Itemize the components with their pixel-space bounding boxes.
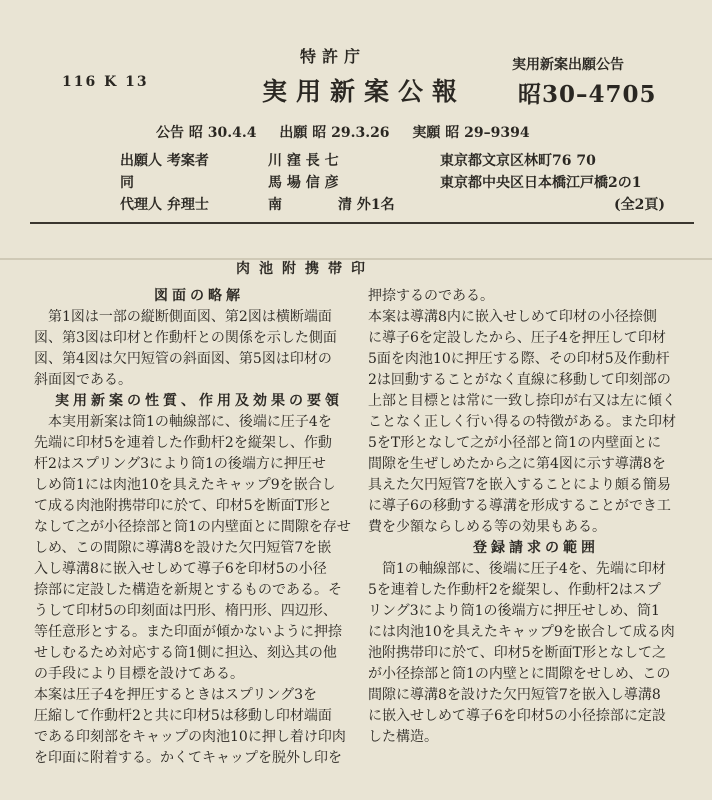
publication-number: 昭30–4705	[518, 81, 657, 108]
right-column	[368, 286, 704, 748]
page-count: (全2頁)	[614, 197, 665, 213]
text-line: しめ、この間隙に導溝8を設けた欠円短管7を嵌	[34, 540, 332, 556]
applicant-address: 東京都文京区林町76 70	[440, 153, 596, 169]
agent-role: 代理人 弁理士	[120, 197, 209, 213]
text-line: 費を少額ならしめる等の効果もある。	[368, 519, 606, 535]
co-applicant-address: 東京都中央区日本橋江戸橋2の1	[440, 175, 642, 191]
text-line: て成る肉池附携帯印に於て、印材5を断面T形と	[34, 498, 332, 514]
text-line: 2は回動することがなく直線に移動して印刻部の	[368, 372, 671, 388]
text-line: 杆2はスプリング3により筒1の後端方に押圧せ	[34, 456, 326, 472]
text-line: 5を連着した作動杆2を縦架し、作動杆2はスプ	[368, 582, 661, 598]
text-line: 本案は導溝8内に嵌入せしめて印材の小径捺側	[368, 309, 657, 325]
dates-line	[156, 122, 548, 142]
text-line: 圧縮して作動杆2と共に印材5は移動し印材端面	[34, 708, 332, 724]
section-heading: 登録請求の範囲	[473, 540, 599, 556]
text-line: 図、第3図は印材と作動杆との関係を示した側面	[34, 330, 337, 346]
invention-title: 肉池附携帯印	[236, 261, 374, 277]
text-line: 本実用新案は筒1の軸線部に、後端に圧子4を	[48, 414, 332, 430]
text-line: 5をT形となして之が小径部と筒1の内壁面とに	[368, 435, 662, 451]
publication-type: 実用新案出願公告	[512, 57, 624, 73]
text-line: 具えた欠円短管7を嵌入することにより頗る簡易	[368, 477, 671, 493]
text-line: 間隙に導溝8を設けた欠円短管7を嵌入し導溝8	[368, 687, 661, 703]
text-line: ことなく正しく行い得るの特徴がある。また印材	[368, 414, 676, 430]
applicant-role: 出願人 考案者	[120, 153, 209, 169]
text-line: 間隙を生ぜしめたから之に第4図に示す導溝8を	[368, 456, 666, 472]
text-line: 先端に印材5を連着した作動杆2を縦架し、作動	[34, 435, 332, 451]
text-line: せしむるため対応する筒1側に担込、刻込其の他	[34, 645, 337, 661]
applicant-name: 川 窪 長 七	[268, 153, 339, 169]
text-line: した構造。	[368, 729, 438, 745]
patent-office-label: 特許庁	[300, 47, 367, 66]
text-line: である印刻部をキャップの肉池10に押し着け印肉	[34, 729, 346, 745]
text-line: 5面を肉池10に押圧する際、その印材5及作動杆	[368, 351, 670, 367]
text-line: 本案は圧子4を押圧するときはスプリング3を	[34, 687, 317, 703]
text-line: 図、第4図は欠円短管の斜面図、第5図は印材の	[34, 351, 332, 367]
text-line: に導子6を定設したから、圧子4を押圧して印材	[368, 330, 666, 346]
left-column	[34, 286, 364, 769]
text-line: 捺部に定設した構造を新規とするものである。そ	[34, 582, 342, 598]
text-line: に嵌入せしめて導子6を印材5の小径捺部に定設	[368, 708, 666, 724]
co-applicant-role: 同	[120, 175, 134, 191]
co-applicant-name: 馬 場 信 彦	[268, 175, 339, 191]
text-line: 上部と目標とは常に一致し捺印が右又は左に傾く	[368, 393, 676, 409]
text-line: 等任意形とする。また印面が傾かないように押捺	[34, 624, 342, 640]
text-line: 筒1の軸線部に、後端に圧子4を、先端に印材	[382, 561, 666, 577]
gazette-title: 実用新案公報	[262, 77, 467, 106]
section-heading: 図面の略解	[154, 288, 244, 304]
classification-code: 116 K 13	[62, 74, 149, 90]
text-line: 第1図は一部の縦断側面図、第2図は横断端面	[48, 309, 332, 325]
agent-name: 南 清 外1名	[268, 197, 395, 213]
text-line: には肉池10を具えたキャップ9を嵌合して成る肉	[368, 624, 675, 640]
filed-date: 出願 昭 29.3.26	[279, 125, 390, 141]
text-line: 斜面図である。	[34, 372, 132, 388]
text-line: なして之が小径捺部と筒1の内壁面とに間隙を存せ	[34, 519, 351, 535]
text-line: が小径捺部と筒1の内壁とに間隙をせしめ、この	[368, 666, 671, 682]
text-line: に導子6の移動する導溝を形成することができ工	[368, 498, 671, 514]
text-line: を印面に附着する。かくてキャップを脱外し印を	[34, 750, 342, 766]
text-line: 池附携帯印に於て、印材5を断面T形となして之	[368, 645, 666, 661]
section-heading: 実用新案の性質、作用及効果の要領	[55, 393, 343, 409]
text-line: の手段により目標を設けてある。	[34, 666, 244, 682]
text-line: うして印材5の印刻面は円形、楕円形、四辺形、	[34, 603, 337, 619]
text-line: しめ筒1には肉池10を具えたキャップ9を嵌合し	[34, 477, 336, 493]
text-line: 入し導溝8に嵌入せしめて導子6を印材5の小径	[34, 561, 327, 577]
application-number: 実願 昭 29–9394	[412, 125, 530, 141]
text-line: 押捺するのである。	[368, 288, 494, 304]
header-rule	[30, 222, 694, 224]
text-line: リング3により筒1の後端方に押圧せしめ、筒1	[368, 603, 660, 619]
announce-date: 公告 昭 30.4.4	[156, 125, 257, 141]
